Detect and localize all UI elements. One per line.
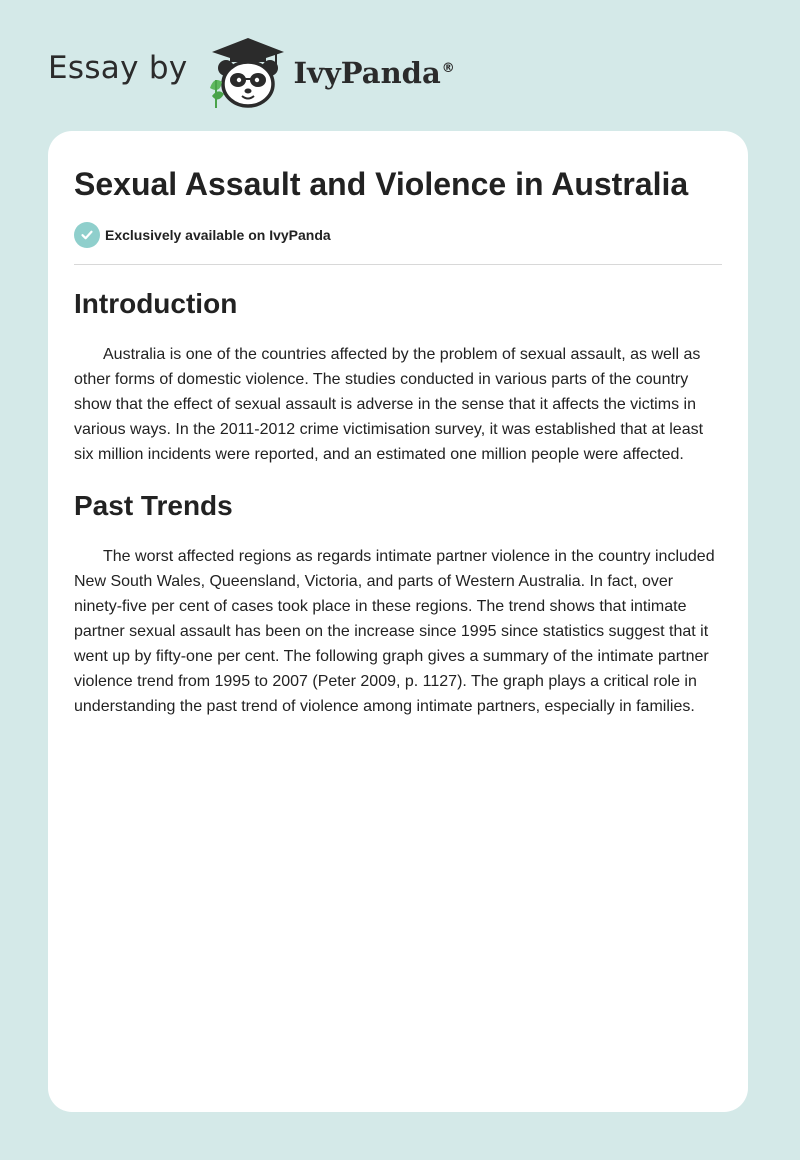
registered-mark: ®: [441, 61, 455, 77]
section-body-introduction: Australia is one of the countries affected by the problem of sexual assault, as well as other forms of domestic violence. The studies conducted in various parts of the country show that the effect of sexual assault is adverse in the sense that it affects the victims in various ways. In the 2011-2012 crime victimisation survey, it was established that at least six million incidents were reported, and an estimated one million people were affected.: [74, 346, 704, 463]
document-card: [48, 131, 748, 1112]
exclusive-badge: [74, 222, 722, 248]
panda-logo-icon: [204, 32, 300, 112]
page-title: Sexual Assault and Violence in Australia: [74, 166, 689, 202]
brand-name-text: IvyPanda: [293, 56, 441, 90]
brand-header[interactable]: [48, 32, 455, 112]
section-heading-past-trends: Past Trends: [74, 490, 233, 521]
check-icon: [74, 222, 100, 248]
badge-text: Exclusively available on IvyPanda: [105, 227, 331, 243]
section-body-past-trends: The worst affected regions as regards intimate partner violence in the country included New South Wales, Queensland, Victoria, and parts of Western Australia. In fact, over ninety-five per cent of cases took place in these regions. The trend shows that intimate partner sexual assault has been on the increase since 1995 since statistics suggest that it went up by fifty-one per cent. The following graph gives a summary of the intimate partner violence trend from 1995 to 2007 (Peter 2009, p. 1127). The graph plays a critical role in understanding the past trend of violence among intimate partners, especially in families.: [74, 548, 715, 715]
brand-prefix: Essay by: [48, 50, 188, 86]
divider: [74, 264, 722, 265]
section-heading-introduction: Introduction: [74, 288, 238, 319]
brand-name: [294, 56, 455, 90]
